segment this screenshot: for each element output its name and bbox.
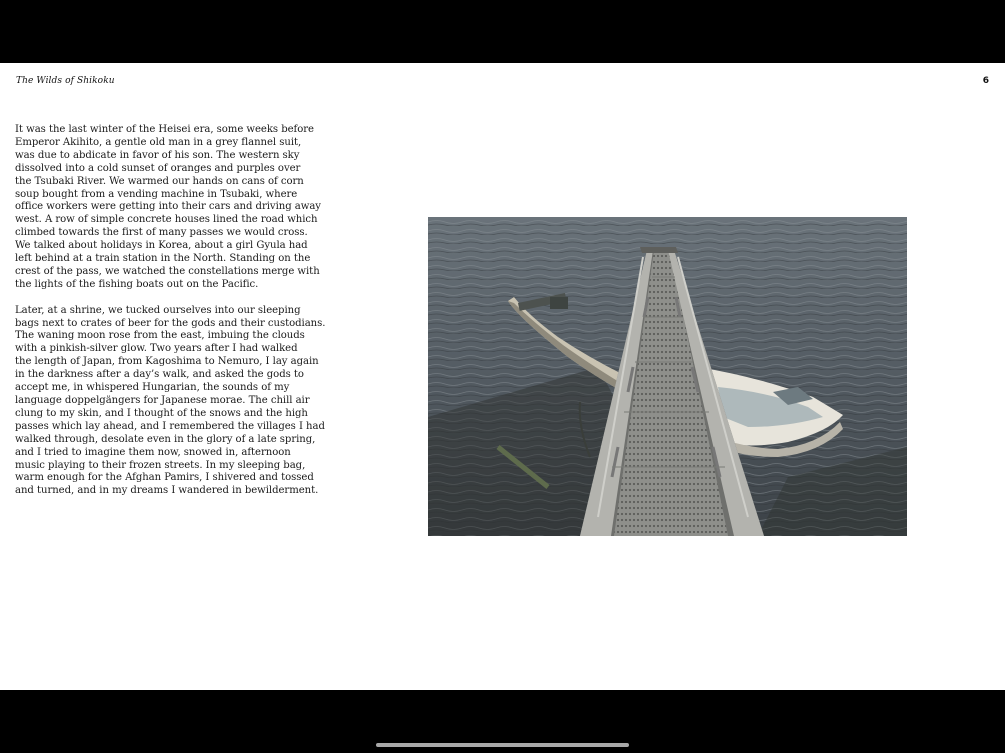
paragraph: Later, at a shrine, we tucked ourselves into our sleeping bags next to crates of beer for the gods and their custodians. The waning moon rose from the east, imbuing the clouds with a pinkish-silver glow. Two years after I had walked the length of Japan, from Kagoshima to Nemuro, I lay again in the darkness after a day’s walk, and asked the gods to accept me, in whispered Hungarian, the sounds of my language doppelgängers for Japanese morae. The chill air clung to my skin, and I thought of the snows and the high passes which lay ahead, and I remembered the villages I had walked through, desolate even in the glory of a late spring, and I tried to imagine them now, snowed in, afternoon music playing to their frozen streets. In my sleeping bag, warm enough for the Afghan Pamirs, I shivered and tossed and turned, and in my dreams I wandered in bewilderment.: [15, 304, 326, 497]
page-number: 6: [982, 76, 989, 86]
book-page[interactable]: [0, 63, 1005, 690]
top-letterbox: [0, 0, 1005, 63]
running-title: The Wilds of Shikoku: [16, 76, 115, 86]
pier-photo[interactable]: [428, 217, 907, 536]
body-text: [15, 124, 335, 511]
pier-photo-illustration: [428, 217, 907, 536]
home-indicator[interactable]: [376, 743, 629, 747]
paragraph: It was the last winter of the Heisei era, some weeks before Emperor Akihito, a gentle old man in a grey flannel suit, was due to abdicate in favor of his son. The western sky dissolved into a cold sunset of oranges and purples over the Tsubaki River. We warmed our hands on cans of corn soup bought from a vending machine in Tsubaki, where office workers were getting into their cars and driving away west. A row of simple concrete houses lined the road which climbed towards the first of many passes we would cross. We talked about holidays in Korea, about a girl Gyula had left behind at a train station in the North. Standing on the crest of the pass, we watched the constellations merge with the lights of the fishing boats out on the Pacific.: [15, 124, 321, 290]
